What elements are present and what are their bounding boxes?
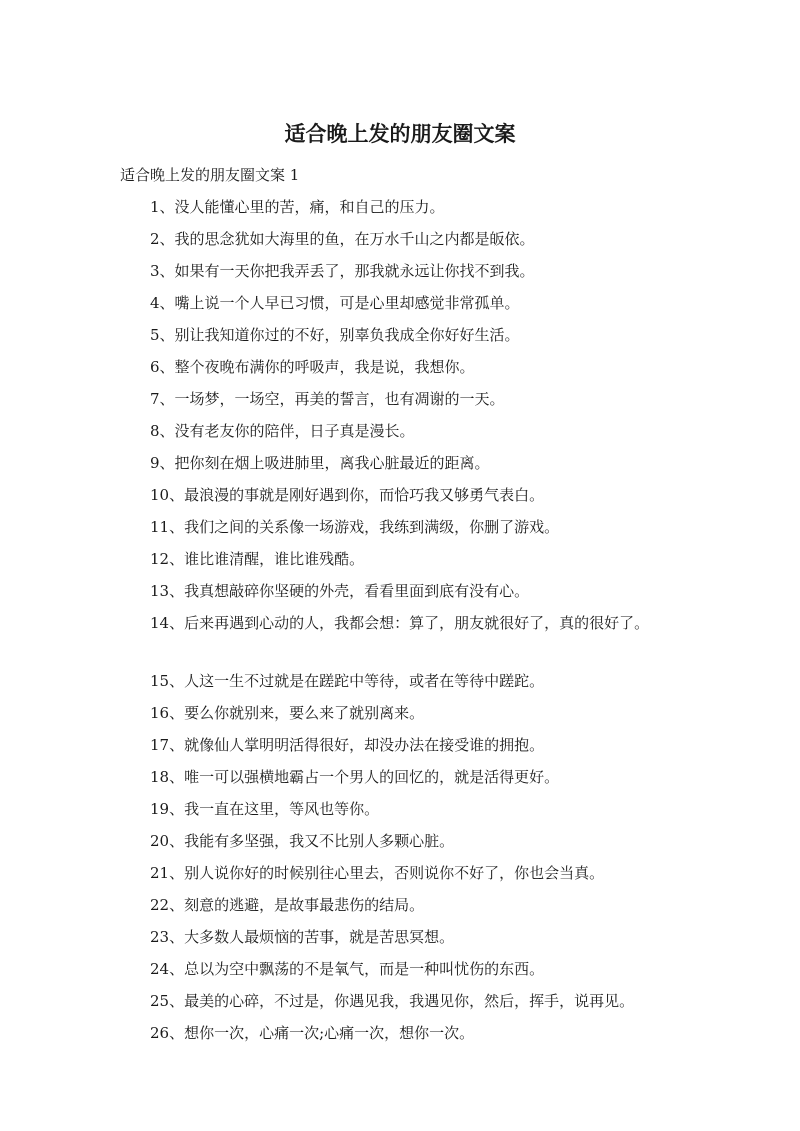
list-item: 3、如果有一天你把我弄丢了，那我就永远让你找不到我。 [150, 262, 535, 280]
list-item: 25、最美的心碎，不过是，你遇见我，我遇见你，然后，挥手，说再见。 [150, 992, 635, 1010]
list-item: 8、没有老友你的陪伴，日子真是漫长。 [150, 422, 415, 440]
list-item: 11、我们之间的关系像一场游戏，我练到满级，你删了游戏。 [150, 518, 560, 536]
list-item: 10、最浪漫的事就是刚好遇到你，而恰巧我又够勇气表白。 [150, 486, 545, 504]
list-item: 22、刻意的逃避，是故事最悲伤的结局。 [150, 896, 425, 914]
list-item: 4、嘴上说一个人早已习惯，可是心里却感觉非常孤单。 [150, 294, 520, 312]
list-item: 13、我真想敲碎你坚硬的外壳，看看里面到底有没有心。 [150, 582, 530, 600]
list-item: 9、把你刻在烟上吸进肺里，离我心脏最近的距离。 [150, 454, 490, 472]
list-item: 12、谁比谁清醒，谁比谁残酷。 [150, 550, 365, 568]
list-item: 26、想你一次，心痛一次;心痛一次，想你一次。 [150, 1024, 475, 1042]
list-item: 19、我一直在这里，等风也等你。 [150, 800, 380, 818]
list-item: 21、别人说你好的时候别往心里去，否则说你不好了，你也会当真。 [150, 864, 605, 882]
list-item: 18、唯一可以强横地霸占一个男人的回忆的，就是活得更好。 [150, 768, 560, 786]
list-item: 20、我能有多坚强，我又不比别人多颗心脏。 [150, 832, 455, 850]
list-item: 6、整个夜晚布满你的呼吸声，我是说，我想你。 [150, 358, 475, 376]
list-item: 23、大多数人最烦恼的苦事，就是苦思冥想。 [150, 928, 455, 946]
quote-list [120, 194, 682, 1052]
list-item: 7、一场梦，一场空，再美的誓言，也有凋谢的一天。 [150, 390, 505, 408]
section-heading: 适合晚上发的朋友圈文案 1 [120, 166, 300, 184]
list-item: 16、要么你就别来，要么来了就别离来。 [150, 704, 425, 722]
list-item: 2、我的思念犹如大海里的鱼，在万水千山之内都是皈依。 [150, 230, 535, 248]
list-item: 24、总以为空中飘荡的不是氧气，而是一种叫忧伤的东西。 [150, 960, 545, 978]
page-title: 适合晚上发的朋友圈文案 [284, 122, 516, 146]
list-item: 5、别让我知道你过的不好，别辜负我成全你好好生活。 [150, 326, 520, 344]
list-item: 14、后来再遇到心动的人，我都会想：算了，朋友就很好了，真的很好了。 [150, 614, 650, 632]
list-item: 15、人这一生不过就是在蹉跎中等待，或者在等待中蹉跎。 [150, 672, 545, 690]
list-item: 1、没人能懂心里的苦，痛，和自己的压力。 [150, 198, 445, 216]
list-item: 17、就像仙人掌明明活得很好，却没办法在接受谁的拥抱。 [150, 736, 545, 754]
